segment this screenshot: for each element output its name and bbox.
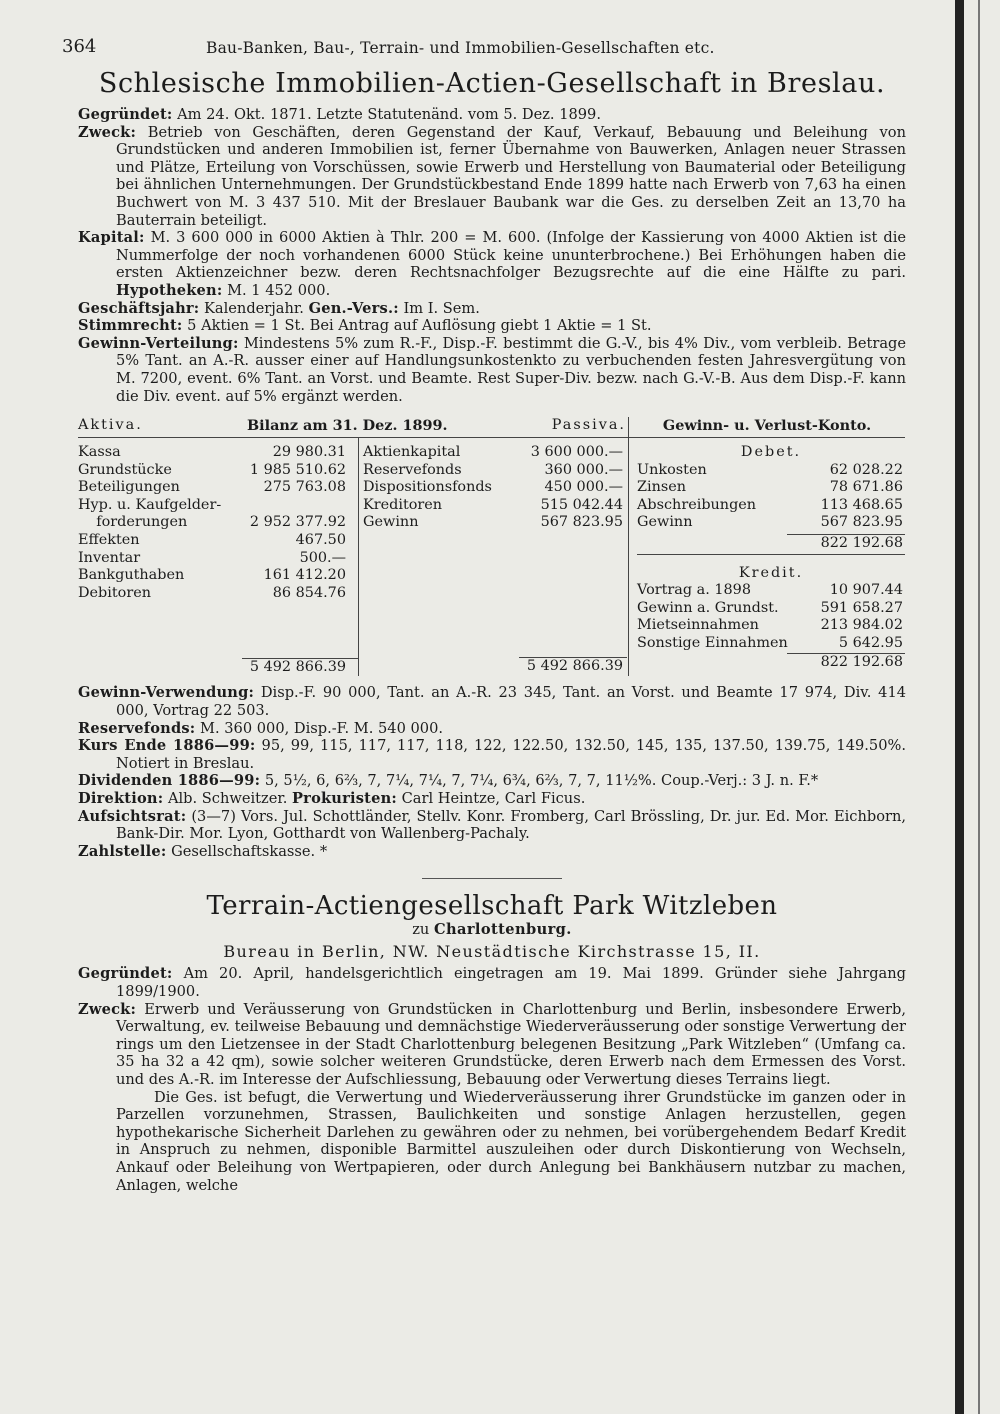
kredit-total: 822 192.68 (787, 653, 905, 672)
aktiva-value: 29 980.31 (272, 444, 346, 461)
c2-zweck (78, 1001, 906, 1089)
c2-zweck-label: Zweck: (78, 1000, 137, 1018)
c1-genvers-text: Im I. Sem. (403, 299, 480, 317)
c1-gewinnverteilung-text: Mindestens 5% zum R.-F., Disp.-F. bestimmt die G.-V., bis 4% Div., vom verbleib. Betrage 5% Tant. an A.-R. ausser einer auf Handlungsunkostenkto zu verbuchenden festen Jahresvergütung von M. 7200, event. 6% Tant. an Vorst. und Beamte. Rest Super-Div. bezw. nach G.-V.-B. Aus dem Disp.-F. kann die Div. event. auf 5% ergänzt werden. (116, 334, 907, 405)
c1-zweck (78, 124, 906, 230)
aktiva-item: forderungen (78, 514, 188, 531)
debet-value: 78 671.86 (829, 479, 903, 496)
c1-aufsichtsrat-text: (3—7) Vors. Jul. Schottländer, Stellv. Konr. Fromberg, Carl Brössling, Dr. jur. Ed. Mor. Eichborn, Bank-Dir. Mor. Lyon, Gotthardt von Wallenberg-Pachaly. (116, 807, 906, 843)
aktiva-row (78, 514, 358, 532)
debet-total: 822 192.68 (787, 534, 905, 553)
c2-gegruendet (78, 965, 906, 1000)
passiva-item: Kreditoren (363, 496, 443, 513)
kredit-item: Sonstige Einnahmen (637, 635, 788, 652)
debet-item: Abschreibungen (637, 496, 757, 513)
page-header (62, 34, 906, 60)
aktiva-label: Aktiva. (78, 417, 143, 434)
c1-gewinnverwendung-label: Gewinn-Verwendung: (78, 684, 255, 702)
c1-zweck-label: Zweck: (78, 123, 137, 141)
c1-zahlstelle-label: Zahlstelle: (78, 842, 167, 860)
c1-direktion (78, 790, 906, 808)
debet-label: Debet. (740, 444, 802, 461)
c1-gewinnverwendung (78, 684, 906, 719)
debet-value: 113 468.65 (820, 496, 903, 513)
aktiva-item: Debitoren (78, 584, 151, 601)
c1-kurs (78, 737, 906, 772)
kredit-value: 213 984.02 (820, 617, 903, 634)
c1-dividenden (78, 772, 906, 790)
passiva-item: Aktienkapital (363, 444, 461, 461)
aktiva-row (78, 567, 358, 585)
c1-dividenden-label: Dividenden 1886—99: (78, 772, 261, 790)
c1-prokuristen-text: Carl Heintze, Carl Ficus. (401, 790, 586, 807)
debet-item: Unkosten (637, 461, 707, 478)
c1-prokuristen-label: Prokuristen: (292, 790, 397, 807)
c1-zahlstelle (78, 843, 906, 861)
passiva-value: 3 600 000.— (530, 444, 623, 461)
aktiva-item: Kassa (78, 444, 121, 461)
debet-row (637, 479, 905, 497)
c1-zahlstelle-text: Gesellschaftskasse. * (171, 842, 328, 860)
kredit-item: Gewinn a. Grundst. (637, 599, 779, 616)
debet-row (637, 462, 905, 480)
c1-dividenden-text: 5, 5½, 6, 6⅔, 7, 7¼, 7¼, 7, 7¼, 6¾, 6⅔, 7, 7, 11½%. Coup.-Verj.: 3 J. n. F.* (264, 772, 819, 790)
passiva-row (363, 514, 627, 532)
c1-kapital-label: Kapital: (78, 229, 145, 247)
c1-genvers-label: Gen.-Vers.: (308, 299, 399, 317)
page-binding-edge (955, 0, 964, 1414)
c1-gewinnverwendung-text: Disp.-F. 90 000, Tant. an A.-R. 23 345, Tant. an Vorst. und Beamte 17 974, Div. 414 000, Vortrag 22 503. (116, 684, 907, 720)
kredit-row (637, 582, 905, 600)
aktiva-total: 5 492 866.39 (242, 658, 358, 677)
c2-paragraph: Die Ges. ist befugt, die Verwertung und Wiederveräusserung ihrer Grundstücke im ganzen oder in Parzellen vorzunehmen, Strassen, Baulichkeiten und sonstige Anlagen herzustellen, gegen hypothekarische Sicherheit Darlehen zu gewähren oder zu nehmen, bei vorübergehendem Bedarf Kredit in Anspruch zu nehmen, disponible Barmittel auszuleihen oder durch Diskontierung von Wechseln, Ankauf oder Beleihung von Wertpapieren, oder durch Anlegung bei Bankhäusern nutzbar zu machen, Anlagen, welche (116, 1088, 906, 1194)
aktiva-row (78, 550, 358, 568)
passiva-item: Gewinn (363, 514, 419, 531)
kredit-label: Kredit. (738, 564, 804, 581)
kredit-row (637, 600, 905, 618)
c1-gegruendet-text: Am 24. Okt. 1871. Letzte Statutenänd. vom 5. Dez. 1899. (177, 106, 601, 123)
aktiva-row (78, 462, 358, 480)
c1-aufsichtsrat (78, 808, 906, 843)
debet-item: Gewinn (637, 514, 693, 531)
debet-value: 62 028.22 (829, 461, 903, 478)
passiva-value: 567 823.95 (540, 514, 623, 531)
page-binding-line (978, 0, 980, 1414)
aktiva-value: 275 763.08 (263, 479, 346, 496)
c2-gegruendet-text: Am 20. April, handelsgerichtlich eingetragen am 19. Mai 1899. Gründer siehe Jahrgang 1899/1900. (116, 965, 906, 1000)
section-divider (422, 878, 562, 879)
profit-loss-title: Gewinn- u. Verlust-Konto. (629, 417, 905, 438)
kredit-value: 5 642.95 (838, 635, 903, 652)
c1-gewinnverteilung-label: Gewinn-Verteilung: (78, 334, 239, 352)
document-page (62, 34, 907, 1194)
balance-sheet (78, 417, 628, 676)
c1-reservefonds-text: M. 360 000, Disp.-F. M. 540 000. (200, 719, 444, 737)
company2-location-line (78, 921, 906, 939)
c1-hypotheken-text: M. 1 452 000. (227, 281, 331, 299)
debet-row (637, 514, 905, 532)
profit-loss-body (629, 438, 905, 671)
c1-geschaeftsjahr (78, 300, 906, 318)
passiva-total: 5 492 866.39 (519, 657, 627, 676)
c1-stimmrecht-label: Stimmrecht: (78, 317, 183, 335)
c1-zweck-text: Betrieb von Geschäften, deren Gegenstand der Kauf, Verkauf, Bebauung und Beleihung von Grundstücken und anderen Immobilien ist, ferner Übernahme von Bauwerken, Anlagen neuer Strassen und Plätze, Erteilung von Vorschüssen, sowie Erwerb und Herstellung von Baumaterial oder Beteiligung bei ähnlichen Unternehmungen. Der Grundstückbestand Ende 1899 hatte nach Erwerb von 7,63 ha einen Buchwert von M. 3 437 510. Mit der Breslauer Baubank war die Ges. zu derselben Zeit an 13,70 ha Bauterrain beteiligt. (116, 123, 906, 229)
passiva-value: 450 000.— (544, 479, 623, 496)
balance-sheet-title: Bilanz am 31. Dez. 1899. (246, 417, 448, 435)
aktiva-value: 2 952 377.92 (249, 514, 346, 531)
passiva-row (363, 462, 627, 480)
passiva-label: Passiva. (551, 417, 626, 434)
aktiva-row (78, 497, 358, 515)
passiva-value: 515 042.44 (540, 496, 623, 513)
kredit-row (637, 617, 905, 635)
profit-loss-account (628, 417, 905, 676)
c1-reservefonds (78, 720, 906, 738)
aktiva-row (78, 479, 358, 497)
kredit-value: 10 907.44 (829, 582, 903, 599)
c1-kapital-text: M. 3 600 000 in 6000 Aktien à Thlr. 200 = M. 600. (Infolge der Kassierung von 4000 Aktien ist die Nummerfolge der noch vorhandenen 6000 Stück keine ununterbrochene.) Bei Erhöhungen haben die ersten Aktienzeichner bezw. deren Rechtsnachfolger Bezugsrechte auf die eine Hälfte zu pari. (116, 229, 906, 282)
c1-hypotheken-label: Hypotheken: (116, 281, 223, 299)
company1-title: Schlesische Immobilien-Actien-Gesellschaft in Breslau. (98, 68, 886, 99)
aktiva-item: Bankguthaben (78, 567, 185, 584)
page-number: 364 (62, 36, 97, 57)
passiva-column (359, 438, 627, 676)
kredit-value: 591 658.27 (820, 599, 903, 616)
aktiva-item: Inventar (78, 549, 141, 566)
aktiva-total-row (78, 654, 358, 676)
company2-zu: zu (412, 921, 430, 939)
c1-direktion-text: Alb. Schweitzer. (167, 790, 288, 807)
passiva-total-row (363, 654, 627, 676)
company2-bureau: Bureau in Berlin, NW. Neustädtische Kirchstrasse 15, II. (223, 942, 761, 962)
c1-aufsichtsrat-label: Aufsichtsrat: (78, 807, 187, 825)
aktiva-column (78, 438, 359, 676)
debet-row (637, 497, 905, 515)
c1-gewinnverteilung (78, 335, 906, 405)
passiva-row (363, 444, 627, 462)
passiva-row (363, 497, 627, 515)
c1-direktion-label: Direktion: (78, 790, 164, 807)
c1-stimmrecht (78, 317, 906, 335)
c1-reservefonds-label: Reservefonds: (78, 719, 196, 737)
balance-sheet-header (78, 417, 628, 438)
running-title: Bau-Banken, Bau-, Terrain- und Immobilien-Gesellschaften etc. (206, 39, 715, 57)
c1-geschaeftsjahr-label: Geschäftsjahr: (78, 299, 200, 317)
c1-gegruendet-label: Gegründet: (78, 106, 173, 123)
aktiva-row (78, 444, 358, 462)
kredit-item: Mietseinnahmen (637, 617, 759, 634)
c2-zweck-text: Erwerb und Veräusserung von Grundstücken in Charlottenburg und Berlin, insbesondere Erwerb, Verwaltung, ev. teilweise Bebauung und demnächstige Wiederveräusserung oder sonstige Verwertung der rings um den Lietzensee in der Stadt Charlottenburg belegenen Besitzung „Park Witzleben“ (Umfang ca. 35 ha 32 a 42 qm), sowie solcher weiteren Grundstücke, deren Erwerb nach dem Ermessen des Vorst. und des A.-R. im Interesse der Aufschliessung, Bebauung oder Verwertung dieses Terrains liegt. (116, 1000, 906, 1088)
company2-location: Charlottenburg. (433, 921, 572, 939)
kredit-item: Vortrag a. 1898 (637, 582, 751, 599)
aktiva-value: 1 985 510.62 (249, 461, 346, 478)
c1-gegruendet (78, 106, 906, 124)
passiva-item: Dispositionsfonds (363, 479, 492, 496)
aktiva-item: Beteiligungen (78, 479, 180, 496)
debet-value: 567 823.95 (820, 514, 903, 531)
c2-gegruendet-label: Gegründet: (78, 965, 173, 983)
aktiva-item: Effekten (78, 532, 140, 549)
aktiva-value: 500.— (299, 549, 346, 566)
c1-kurs-text: 95, 99, 115, 117, 117, 118, 122, 122.50, 132.50, 145, 135, 137.50, 139.75, 149.50%. Notiert in Breslau. (116, 737, 906, 772)
passiva-value: 360 000.— (544, 461, 623, 478)
passiva-row (363, 479, 627, 497)
c1-kurs-label: Kurs Ende 1886—99: (78, 737, 256, 755)
aktiva-row (78, 532, 358, 550)
c1-geschaeftsjahr-text: Kalenderjahr. (204, 299, 304, 317)
c1-stimmrecht-text: 5 Aktien = 1 St. Bei Antrag auf Auflösung giebt 1 Aktie = 1 St. (187, 317, 652, 335)
company2-title: Terrain-Actiengesellschaft Park Witzleben (206, 891, 778, 922)
aktiva-item: Grundstücke (78, 461, 172, 478)
financial-statements (78, 417, 906, 676)
balance-sheet-columns (78, 438, 628, 676)
aktiva-value: 161 412.20 (263, 567, 346, 584)
aktiva-row (78, 585, 358, 603)
aktiva-item: Hyp. u. Kaufgelder- (78, 496, 222, 513)
aktiva-value: 86 854.76 (272, 584, 346, 601)
kredit-row (637, 635, 905, 653)
passiva-item: Reservefonds (363, 461, 462, 478)
debet-item: Zinsen (637, 479, 687, 496)
aktiva-value: 467.50 (295, 532, 346, 549)
c1-kapital (78, 229, 906, 299)
